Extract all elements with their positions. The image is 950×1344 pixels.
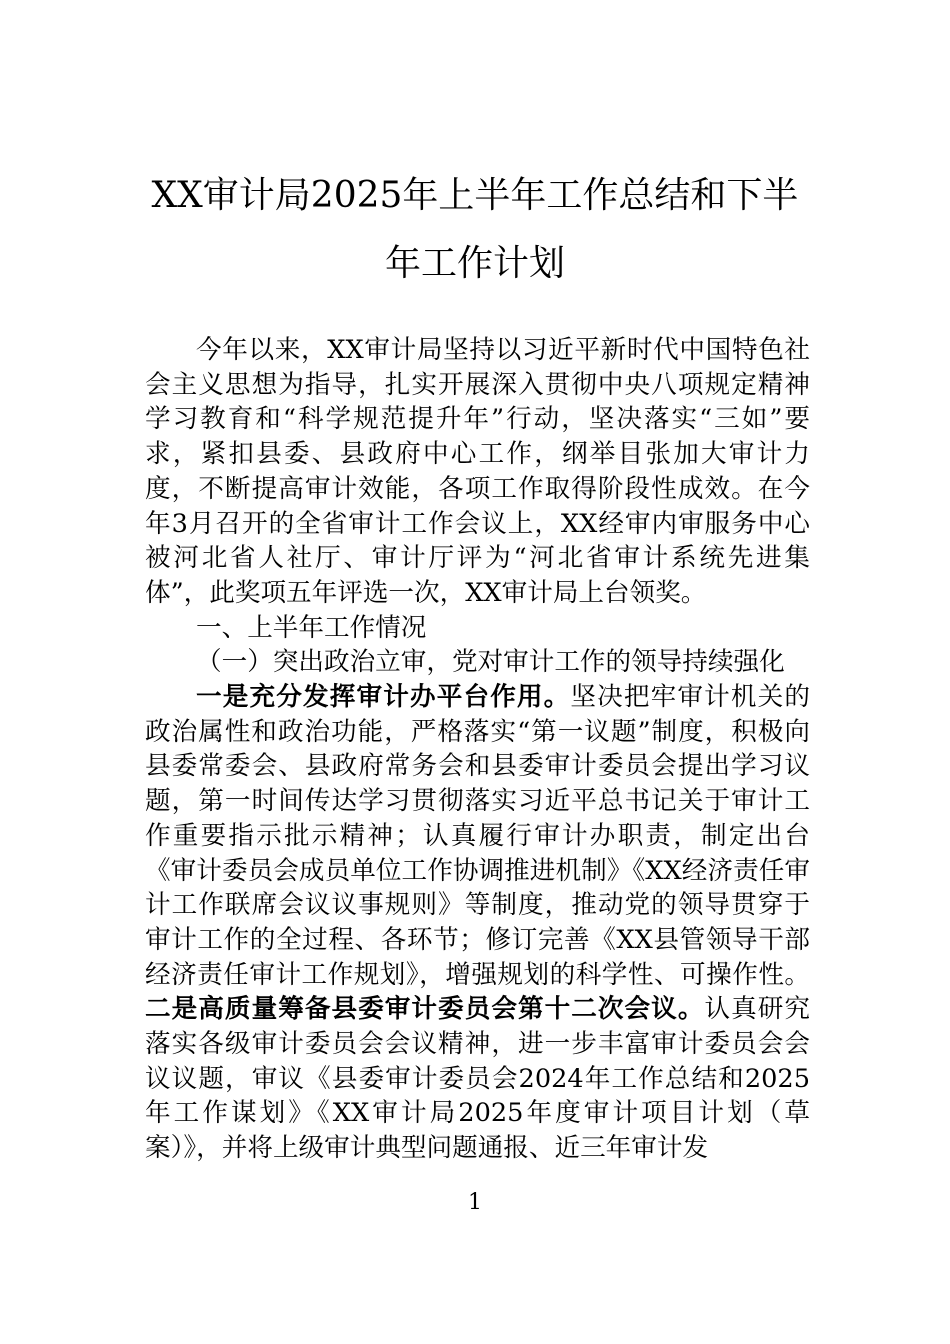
- section-heading: 一、上半年工作情况: [196, 612, 427, 643]
- point-2-lead: 二是高质量筹备县委审计委员会第十二次会议。: [145, 994, 705, 1025]
- page-number: 1: [468, 1190, 482, 1215]
- point-1-lead: 一是充分发挥审计办平台作用。: [196, 682, 571, 713]
- point-2-text: 认真研究落实各级审计委员会会议精神，进一步丰富审计委员会会议议题，审议《县委审计委员会2024年工作总结和2025年工作谋划》《XX审计局2025年度审计项目计划（草案）》，并将上级审计典型问题通报、近三年审计发: [145, 994, 810, 1164]
- document-title-line-1: XX审计局2025年上半年工作总结和下半: [151, 175, 799, 216]
- document-title-line-2: 年工作计划: [384, 243, 565, 284]
- subsection-heading: （一）突出政治立审，党对审计工作的领导持续强化: [196, 647, 785, 678]
- document-body: [145, 333, 810, 1166]
- intro-paragraph: 今年以来，XX审计局坚持以习近平新时代中国特色社会主义思想为指导，扎实开展深入贯彻中央八项规定精神学习教育和“科学规范提升年”行动，坚决落实“三如”要求，紧扣县委、县政府中心工作，纲举目张加大审计力度，不断提高审计效能，各项工作取得阶段性成效。在今年3月召开的全省审计工作会议上，XX经审内审服务中心被河北省人社厅、审计厅评为“河北省审计系统先进集体”，此奖项五年评选一次，XX审计局上台领奖。: [145, 335, 810, 608]
- content-paragraph: [145, 680, 810, 1166]
- point-1-text: 坚决把牢审计机关的政治属性和政治功能，严格落实“第一议题”制度，积极向县委常委会、县政府常务会和县委审计委员会提出学习议题，第一时间传达学习贯彻落实习近平总书记关于审计工作重要指示批示精神；认真履行审计办职责，制定出台《审计委员会成员单位工作协调推进机制》《XX经济责任审计工作联席会议议事规则》等制度，推动党的领导贯穿于审计工作的全过程、各环节；修订完善《XX县管领导干部经济责任审计工作规划》，增强规划的科学性、可操作性。: [145, 682, 810, 990]
